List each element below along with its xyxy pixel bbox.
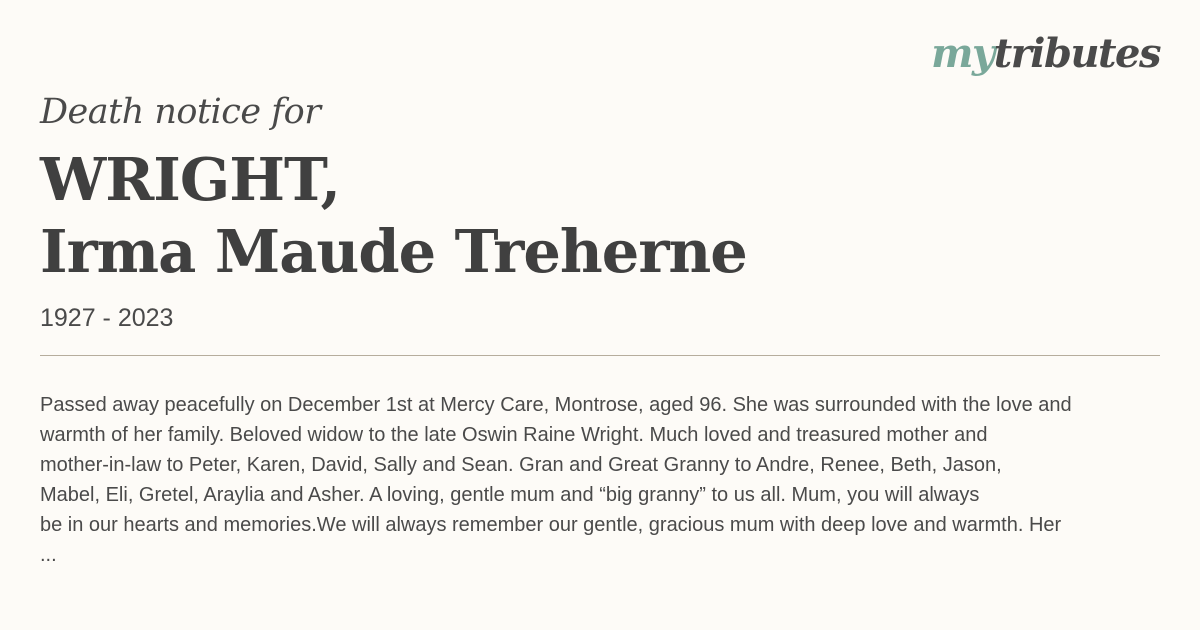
notice-body <box>40 390 1200 570</box>
logo-suffix: tributes <box>993 30 1160 77</box>
notice-text-line: mother-in-law to Peter, Karen, David, Sally and Sean. Gran and Great Granny to Andre, Renee, Beth, Jason, <box>40 454 1002 476</box>
notice-ellipsis: ... <box>40 544 57 566</box>
notice-text-line: Mabel, Eli, Gretel, Araylia and Asher. A loving, gentle mum and “big granny” to us all. Mum, you will always <box>40 484 980 506</box>
divider <box>40 355 1160 356</box>
life-dates: 1927 - 2023 <box>40 304 174 332</box>
notice-header <box>40 88 1140 336</box>
notice-text-line: Passed away peacefully on December 1st at Mercy Care, Montrose, aged 96. She was surrounded with the love and <box>40 394 1072 416</box>
logo-prefix: my <box>931 30 994 77</box>
notice-subtitle: Death notice for <box>40 92 321 132</box>
mytributes-logo[interactable] <box>931 30 1160 77</box>
deceased-given-names: Irma Maude Treherne <box>40 217 747 286</box>
notice-text-line: be in our hearts and memories.We will always remember our gentle, gracious mum with deep love and warmth. Her <box>40 514 1062 536</box>
notice-text-line: warmth of her family. Beloved widow to the late Oswin Raine Wright. Much loved and treasured mother and <box>40 424 988 446</box>
deceased-surname: WRIGHT, <box>40 145 340 214</box>
